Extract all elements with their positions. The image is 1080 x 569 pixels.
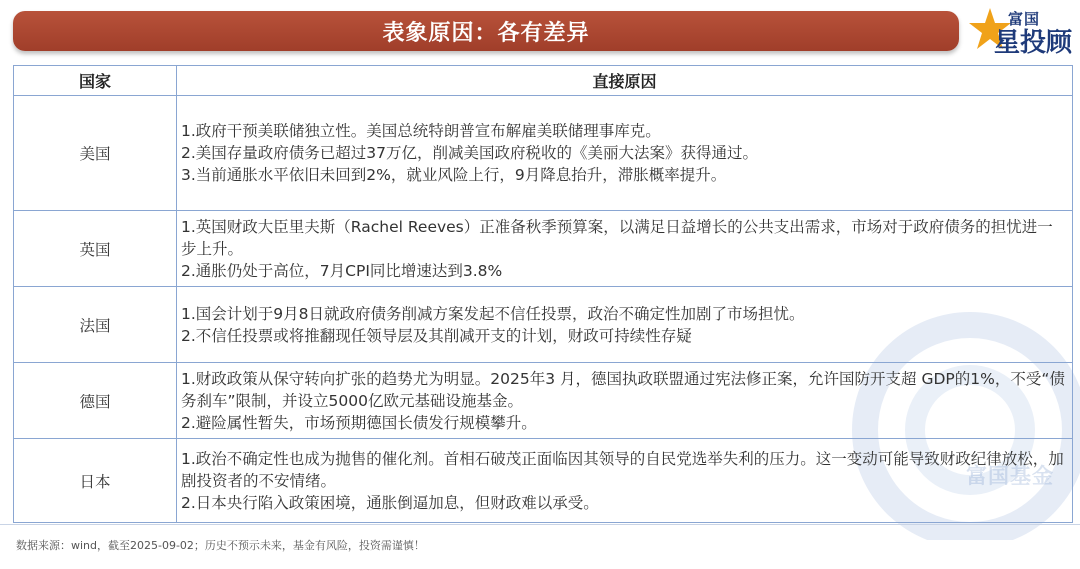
reasons-table xyxy=(13,65,1073,523)
logo-main-text: 星投顾 xyxy=(994,28,1073,58)
logo-top-text: 富国 xyxy=(1008,10,1041,28)
table-row xyxy=(14,96,1073,211)
header-country: 国家 xyxy=(14,66,177,96)
reason-cell xyxy=(177,439,1073,523)
divider xyxy=(0,524,1080,525)
reason-line: 2.美国存量政府债务已超过37万亿，削减美国政府税收的《美丽大法案》获得通过。 xyxy=(181,144,759,162)
reason-cell xyxy=(177,96,1073,211)
reason-line: 1.政府干预美联储独立性。美国总统特朗普宣布解雇美联储理事库克。 xyxy=(181,122,661,140)
footnote: 数据来源：wind，截至2025-09-02；历史不预示未来，基金有风险，投资需谨慎！ xyxy=(16,539,425,552)
reason-line: 1.英国财政大臣里夫斯（Rachel Reeves）正准备秋季预算案，以满足日益增长的公共支出需求，市场对于政府债务的担忧进一步上升。 xyxy=(181,217,1053,258)
reason-line: 2.不信任投票或将推翻现任领导层及其削减开支的计划，财政可持续性存疑 xyxy=(181,326,692,345)
table-row xyxy=(14,363,1073,439)
table-row xyxy=(14,211,1073,287)
reason-line: 1.国会计划于9月8日就政府债务削减方案发起不信任投票，政治不确定性加剧了市场担忧。 xyxy=(181,304,805,323)
watermark-text: 富国基金 xyxy=(966,464,1054,488)
country-cell: 英国 xyxy=(14,211,177,287)
reason-line: 1.财政政策从保守转向扩张的趋势尤为明显。2025年3 月，德国执政联盟通过宪法修正案，允许国防开支超 GDP的1%，不受“债务刹车”限制，并设立5000亿欧元基础设施基金。 xyxy=(181,369,1065,410)
reason-line: 1.政治不确定性也成为抛售的催化剂。首相石破茂正面临因其领导的自民党选举失利的压力。这一变动可能导致财政纪律放松，加剧投资者的不安情绪。 xyxy=(181,449,1064,490)
reason-line: 3.当前通胀水平依旧未回到2%，就业风险上行，9月降息抬升，滞胀概率提升。 xyxy=(181,166,727,184)
header-reason: 直接原因 xyxy=(177,66,1073,96)
country-cell: 美国 xyxy=(14,96,177,211)
reason-line: 2.日本央行陷入政策困境，通胀倒逼加息，但财政难以承受。 xyxy=(181,493,599,512)
reason-cell xyxy=(177,211,1073,287)
table-row xyxy=(14,287,1073,363)
reason-line: 2.通胀仍处于高位，7月CPI同比增速达到3.8% xyxy=(181,261,503,280)
page-title: 表象原因：各有差异 xyxy=(382,20,590,46)
table-header-row xyxy=(14,66,1073,96)
brand-logo xyxy=(968,4,1072,56)
country-cell: 德国 xyxy=(14,363,177,439)
country-cell: 法国 xyxy=(14,287,177,363)
reason-cell xyxy=(177,287,1073,363)
country-cell: 日本 xyxy=(14,439,177,523)
title-banner xyxy=(13,11,959,51)
reason-line: 2.避险属性暂失，市场预期德国长债发行规模攀升。 xyxy=(181,413,537,432)
reason-cell xyxy=(177,363,1073,439)
table-row xyxy=(14,439,1073,523)
